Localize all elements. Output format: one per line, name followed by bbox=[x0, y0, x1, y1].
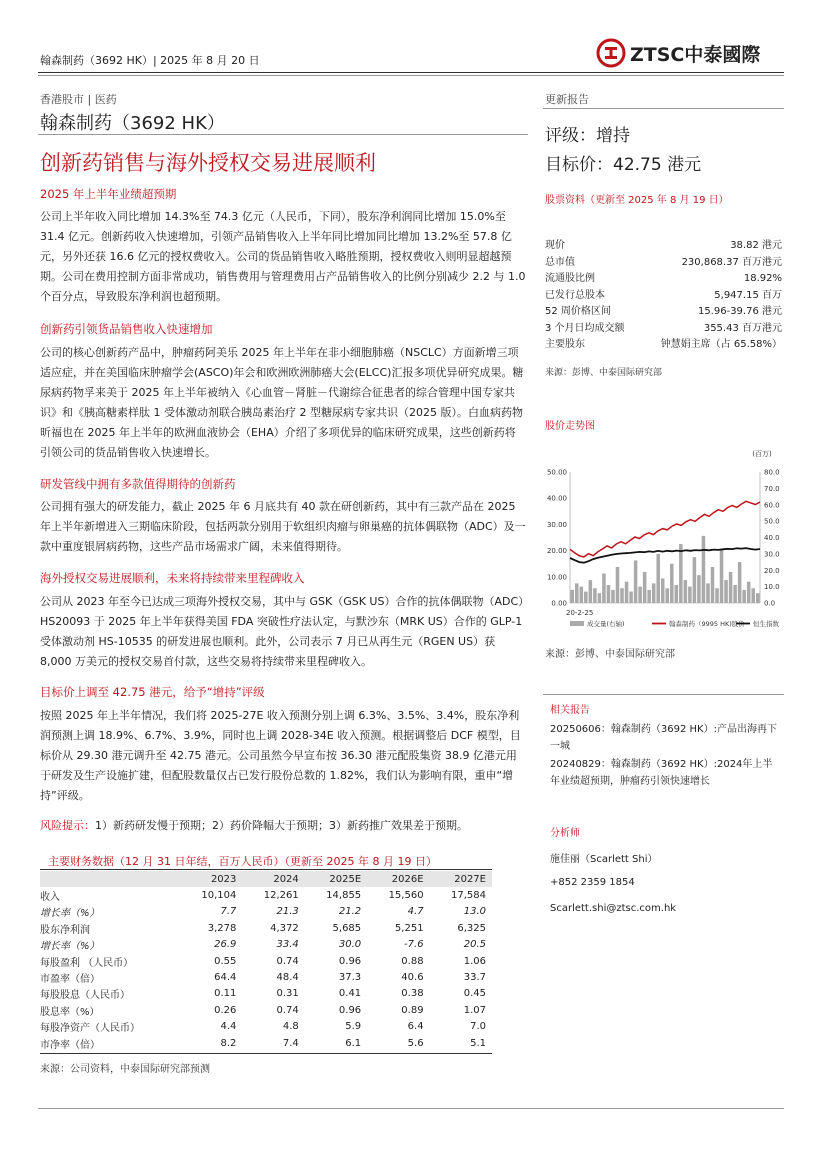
stock-info-title: 股票资料（更新至 2025 年 8 月 19 日） bbox=[545, 195, 729, 206]
risk-text: 1）新药研发慢于预期；2）药价降幅大于预期；3）新药推广效果差于预期。 bbox=[95, 819, 468, 832]
info-value: 18.92% bbox=[743, 273, 782, 284]
row-label: 股东净利润 bbox=[40, 924, 90, 936]
table-header-row bbox=[40, 871, 492, 887]
y-right-tick-label: 20.0 bbox=[764, 566, 780, 575]
row-label: 市净率（倍） bbox=[40, 1039, 100, 1051]
header-rule bbox=[38, 72, 784, 73]
cell: 21.3 bbox=[276, 906, 299, 918]
related-top-rule bbox=[543, 694, 784, 695]
y-left-tick-label: 30.00 bbox=[546, 520, 567, 529]
volume-bar bbox=[751, 588, 755, 603]
cell: 3,278 bbox=[207, 922, 237, 934]
volume-bar bbox=[589, 580, 593, 603]
volume-bar bbox=[702, 536, 706, 603]
table-header-cell bbox=[40, 871, 180, 887]
y-right-tick-label: 80.0 bbox=[764, 468, 780, 477]
info-value: 钟慧娟主席（占 65.58%） bbox=[660, 339, 782, 350]
table-row bbox=[40, 887, 492, 903]
stock-info-list bbox=[545, 238, 782, 354]
legend-label: 恒生指数 bbox=[753, 620, 779, 628]
legend-label: 成交量(右轴) bbox=[587, 620, 625, 628]
rating: 评级：增持 bbox=[545, 126, 630, 146]
cell: 4,372 bbox=[270, 922, 299, 934]
y-left-tick-label: 40.00 bbox=[546, 494, 567, 503]
analyst-email[interactable]: Scarlett.shi@ztsc.com.hk bbox=[550, 903, 677, 914]
info-key: 已发行总股本 bbox=[545, 289, 605, 301]
stock-info-row bbox=[545, 255, 782, 272]
analyst-name: 施佳丽（Scarlett Shi） bbox=[550, 854, 658, 865]
table-row bbox=[40, 1002, 492, 1018]
volume-bar bbox=[607, 585, 611, 603]
cell: 48.4 bbox=[276, 972, 299, 984]
y-right-tick-label: 70.0 bbox=[764, 484, 780, 493]
info-key: 流通股比例 bbox=[545, 273, 595, 284]
row-label: 增长率（%） bbox=[40, 941, 100, 953]
volume-bar bbox=[715, 588, 719, 603]
cell: -7.6 bbox=[404, 939, 424, 951]
table-header-cell: 2023 bbox=[210, 873, 237, 885]
row-label: 每股盈利 （人民币） bbox=[40, 957, 134, 969]
stock-info-row bbox=[545, 271, 782, 288]
section-1-title: 2025 年上半年业绩超预期 bbox=[40, 187, 177, 201]
table-header-cell: 2025E bbox=[329, 873, 362, 885]
hsi-index-line bbox=[570, 548, 760, 563]
cell: 1.07 bbox=[463, 1004, 486, 1016]
cell: 0.41 bbox=[338, 988, 362, 1000]
info-key: 主要股东 bbox=[545, 339, 585, 350]
analyst-phone: +852 2359 1854 bbox=[550, 877, 635, 888]
volume-bar bbox=[611, 590, 615, 603]
category: 香港股市 | 医药 bbox=[40, 93, 117, 106]
table-row bbox=[40, 953, 492, 969]
info-key: 总市值 bbox=[545, 256, 575, 268]
table-source: 来源：公司资料，中泰国际研究部预测 bbox=[40, 1064, 210, 1075]
cell: 5.6 bbox=[407, 1037, 424, 1049]
y-left-tick-label: 0.00 bbox=[551, 599, 567, 608]
cell: 0.45 bbox=[463, 988, 486, 1000]
cell: 40.6 bbox=[401, 972, 424, 984]
cell: 0.11 bbox=[214, 988, 237, 1000]
volume-bar bbox=[634, 560, 638, 603]
table-row bbox=[40, 937, 492, 953]
table-header-cell: 2027E bbox=[454, 873, 486, 885]
table-header-cell: 2024 bbox=[273, 873, 299, 885]
info-key: 现价 bbox=[545, 240, 565, 251]
cell: 21.2 bbox=[338, 906, 362, 918]
cell: 10,104 bbox=[201, 890, 237, 902]
section-5-text: 按照 2025 年上半年情况，我们将 2025-27E 收入预测分别上调 6.3%、3.5%、3.4%，股东净利润预测上调 18.9%、6.7%、3.9%，同时也上调 2028-34E 收入预测。根据调整后 DCF 模型，目标价从 29.30 港元调升至 42.75 港元。公司虽然今早宣布按 36.30 港元配股集资 38.9 亿港元用于研发及生产设施扩建，但配股数量仅占已发行股份总数的 1.82%，我们认为影响有限，重申“增持”评级。 bbox=[40, 709, 521, 802]
cell: 6.4 bbox=[407, 1021, 424, 1033]
logo bbox=[596, 38, 760, 68]
cell: 5.9 bbox=[345, 1021, 362, 1033]
volume-bar bbox=[738, 562, 742, 603]
cell: 0.89 bbox=[401, 1004, 424, 1016]
target-price: 目标价：42.75 港元 bbox=[545, 155, 702, 175]
volume-bar bbox=[647, 590, 651, 603]
x-tick-label: 20-2-25 bbox=[566, 609, 594, 617]
chart-title: 股价走势图 bbox=[545, 421, 595, 432]
volume-bar bbox=[679, 544, 683, 603]
volume-bar bbox=[616, 567, 620, 603]
volume-bar bbox=[580, 587, 584, 603]
volume-bar bbox=[670, 564, 674, 603]
y-left-tick-label: 50.00 bbox=[546, 468, 567, 477]
related-title: 相关报告 bbox=[550, 705, 590, 716]
cell: 37.3 bbox=[338, 972, 362, 984]
y-right-tick-label: 10.0 bbox=[764, 583, 780, 592]
volume-bar bbox=[575, 583, 579, 603]
volume-bar bbox=[724, 580, 728, 603]
volume-bar bbox=[684, 580, 688, 603]
header-rule-thin bbox=[38, 75, 784, 76]
y-left-tick-label: 10.00 bbox=[546, 573, 567, 582]
related-item[interactable]: 20250606：翰森制药（3692 HK）:产品出海再下一城 bbox=[550, 724, 777, 752]
table-header-cell: 2026E bbox=[391, 873, 424, 885]
info-value: 5,947.15 百万 bbox=[714, 289, 782, 301]
cell: 0.96 bbox=[338, 1004, 362, 1016]
headline: 创新药销售与海外授权交易进展顺利 bbox=[40, 151, 376, 175]
row-label: 市盈率（倍） bbox=[40, 974, 100, 986]
cell: 0.38 bbox=[401, 988, 424, 1000]
volume-bar bbox=[706, 583, 710, 603]
stock-info-source: 来源：彭博、中泰国际研究部 bbox=[545, 368, 663, 378]
cell: 0.74 bbox=[276, 1004, 299, 1016]
table-bottom-rule bbox=[40, 1053, 492, 1054]
financial-table bbox=[40, 871, 492, 1051]
footer-rule bbox=[38, 1108, 784, 1109]
cell: 0.88 bbox=[401, 955, 424, 967]
volume-bar bbox=[656, 554, 660, 603]
left-rule bbox=[38, 134, 528, 135]
volume-bar bbox=[756, 593, 760, 603]
volume-bar bbox=[638, 587, 642, 603]
cell: 0.26 bbox=[214, 1004, 237, 1016]
volume-bar bbox=[643, 572, 647, 603]
table-row bbox=[40, 969, 492, 985]
cell: 30.0 bbox=[338, 939, 362, 951]
volume-bar bbox=[661, 578, 665, 603]
right-rule bbox=[543, 108, 784, 109]
right-axis-unit-label: (百万) bbox=[752, 450, 772, 458]
cell: 0.74 bbox=[276, 955, 299, 967]
info-value: 38.82 港元 bbox=[730, 240, 782, 251]
risk-label: 风险提示： bbox=[40, 819, 95, 832]
volume-bar bbox=[711, 567, 715, 603]
volume-bar bbox=[629, 592, 633, 603]
table-top-rule bbox=[40, 869, 492, 870]
cell: 17,584 bbox=[451, 890, 486, 902]
cell: 8.2 bbox=[220, 1037, 237, 1049]
section-4-title: 海外授权交易进展顺利，未来将持续带来里程碑收入 bbox=[40, 571, 305, 585]
analyst-title: 分析师 bbox=[550, 828, 580, 839]
cell: 33.7 bbox=[463, 972, 486, 984]
table-row bbox=[40, 904, 492, 920]
volume-bar bbox=[625, 582, 629, 603]
volume-bar bbox=[652, 583, 656, 603]
cell: 4.7 bbox=[407, 906, 424, 918]
volume-bar bbox=[598, 593, 602, 603]
cell: 26.9 bbox=[214, 939, 237, 951]
volume-bar bbox=[693, 557, 697, 603]
cell: 13.0 bbox=[463, 906, 486, 918]
cell: 64.4 bbox=[214, 972, 237, 984]
y-right-tick-label: 30.0 bbox=[764, 550, 780, 559]
row-label: 每股净资产（人民币） bbox=[40, 1023, 140, 1035]
cell: 4.4 bbox=[220, 1021, 237, 1033]
info-value: 355.43 百万港元 bbox=[703, 322, 782, 334]
header-left: 翰森制药（3692 HK）| 2025 年 8 月 20 日 bbox=[40, 54, 260, 67]
section-2-text: 公司的核心创新药产品中，肿瘤药阿美乐 2025 年上半年在非小细胞肺癌（NSCLC）方面新增三项适应症，并在美国临床肿瘤学会(ASCO)年会和欧洲欧洲肺癌大会(ELCC)汇报多项优异研究成果。糖尿病药物孚来美于 2025 年上半年被纳入《心血管－肾脏－代谢综合征患者的综合管理中国专家共识》和《胰高糖素样肽 1 受体激动剂联合胰岛素治疗 2 型糖尿病专家共识（2025 版）。白血病药物昕福也在 2025 年上半年的欧洲血液协会（EHA）介绍了多项优异的临床研究成果，这些创新药将引领公司的货品销售收入快速增长。 bbox=[40, 346, 524, 459]
row-label: 收入 bbox=[40, 892, 60, 904]
cell: 6.1 bbox=[345, 1037, 362, 1049]
volume-bar bbox=[593, 588, 597, 603]
ztsc-logo-icon bbox=[596, 38, 626, 68]
cell: 0.55 bbox=[214, 955, 237, 967]
stock-info-row bbox=[545, 337, 782, 354]
legend-swatch-volume bbox=[570, 621, 584, 626]
stock-info-row bbox=[545, 288, 782, 305]
volume-bar bbox=[688, 587, 692, 603]
volume-bar bbox=[697, 575, 701, 603]
cell: 1.06 bbox=[463, 955, 486, 967]
volume-bar bbox=[620, 588, 624, 603]
section-1-text: 公司上半年收入同比增加 14.3%至 74.3 亿元（人民币，下同），股东净利润同比增加 15.0%至 31.4 亿元。创新药收入快速增加，引领产品销售收入上半年同比增加同比增加 13.2%至 57.8 亿元，另外还获 16.6 亿元的授权费收入。公司的货品销售收入略胜预期，授权费收入则明显超越预期。公司在费用控制方面非常成功，销售费用与管理费用占产品销售收入的比例分别减少 2.2 与 1.0 个百分点，导致股东净利润也超预期。 bbox=[40, 210, 526, 303]
section-5-title: 目标价上调至 42.75 港元，给予“增持”评级 bbox=[40, 685, 265, 699]
cell: 14,855 bbox=[326, 890, 362, 902]
cell: 12,261 bbox=[263, 890, 299, 902]
chart-source: 来源：彭博、中泰国际研究部 bbox=[545, 649, 675, 660]
cell: 7.0 bbox=[470, 1021, 486, 1033]
stock-info-row bbox=[545, 238, 782, 255]
info-key: 3 个月日均成交额 bbox=[545, 322, 625, 334]
y-right-tick-label: 50.0 bbox=[764, 517, 780, 526]
cell: 4.8 bbox=[282, 1021, 299, 1033]
row-label: 增长率（%） bbox=[40, 908, 100, 920]
stock-info-row bbox=[545, 321, 782, 338]
table-title: 主要财务数据（12 月 31 日年结，百万人民币）（更新至 2025 年 8 月 19 日） bbox=[48, 855, 437, 868]
section-3-text: 公司拥有强大的研发能力，截止 2025 年 6 月底共有 40 款在研创新药，其中有三款产品在 2025 年上半年新增进入三期临床阶段，包括两款分别用于软组织肉瘤与卵巢癌的抗体偶联物（ADC）及一款中重度银屑病药物，这些产品市场需求广阔，未来值得期待。 bbox=[40, 500, 526, 553]
volume-bar bbox=[747, 582, 751, 603]
y-left-tick-label: 20.00 bbox=[546, 547, 567, 556]
info-key: 52 周价格区间 bbox=[545, 306, 611, 317]
volume-bar bbox=[742, 590, 746, 603]
volume-bar bbox=[729, 572, 733, 603]
logo-text: ZTSC中泰國際 bbox=[630, 43, 761, 66]
cell: 20.5 bbox=[463, 939, 486, 951]
volume-bar bbox=[584, 592, 588, 603]
table-row bbox=[40, 920, 492, 936]
volume-bar bbox=[571, 590, 575, 603]
info-value: 15.96-39.76 港元 bbox=[697, 306, 782, 317]
row-label: 股息率（%） bbox=[40, 1006, 100, 1018]
y-right-tick-label: 60.0 bbox=[764, 501, 780, 510]
section-4-text: 公司从 2023 年至今已达成三项海外授权交易，其中与 GSK（GSK US）合作的抗体偶联物（ADC）HS20093 于 2025 年上半年获得美国 FDA 突破性疗法认定，与默沙东（MRK US）合作的 GLP-1 受体激动剂 HS-10535 的研发进展也顺利。此外，公司表示 7 月已从再生元（RGEN US）获 8,000 万美元的授权交易首付款，这些交易将持续带来里程碑收入。 bbox=[40, 595, 524, 668]
price-chart bbox=[540, 446, 785, 631]
related-item[interactable]: 20240829：翰森制药（3692 HK）:2024年上半年业绩超预期，肿瘤药引领快速增长 bbox=[550, 759, 773, 787]
volume-bar bbox=[720, 549, 724, 603]
report-type: 更新报告 bbox=[545, 93, 589, 106]
cell: 15,560 bbox=[388, 890, 424, 902]
table-row bbox=[40, 986, 492, 1002]
cell: 5,251 bbox=[394, 922, 424, 934]
table-row bbox=[40, 1019, 492, 1035]
table-row bbox=[40, 1035, 492, 1051]
cell: 6,325 bbox=[457, 922, 486, 934]
volume-bar bbox=[733, 585, 737, 603]
row-label: 每股股息（人民币） bbox=[40, 990, 130, 1002]
stock-info-row bbox=[545, 304, 782, 321]
volume-bar bbox=[666, 588, 670, 603]
cell: 7.4 bbox=[282, 1037, 299, 1049]
cell: 33.4 bbox=[276, 939, 299, 951]
cell: 0.96 bbox=[338, 955, 362, 967]
y-right-tick-label: 40.0 bbox=[764, 534, 780, 542]
volume-bar bbox=[602, 574, 606, 603]
cell: 7.7 bbox=[220, 906, 237, 918]
cell: 5.1 bbox=[470, 1037, 486, 1049]
cell: 0.31 bbox=[276, 988, 299, 1000]
section-3-title: 研发管线中拥有多款值得期待的创新药 bbox=[40, 477, 236, 491]
company-name: 翰森制药（3692 HK） bbox=[40, 113, 225, 134]
legend-label: 翰森制药（9995 HK)股价 bbox=[669, 620, 745, 628]
y-right-tick-label: 0.0 bbox=[764, 599, 776, 608]
cell: 5,685 bbox=[332, 922, 362, 934]
section-2-title: 创新药引领货品销售收入快速增加 bbox=[40, 322, 213, 336]
info-value: 230,868.37 百万港元 bbox=[681, 256, 782, 268]
risk-note bbox=[40, 816, 526, 836]
volume-bar bbox=[675, 585, 679, 603]
